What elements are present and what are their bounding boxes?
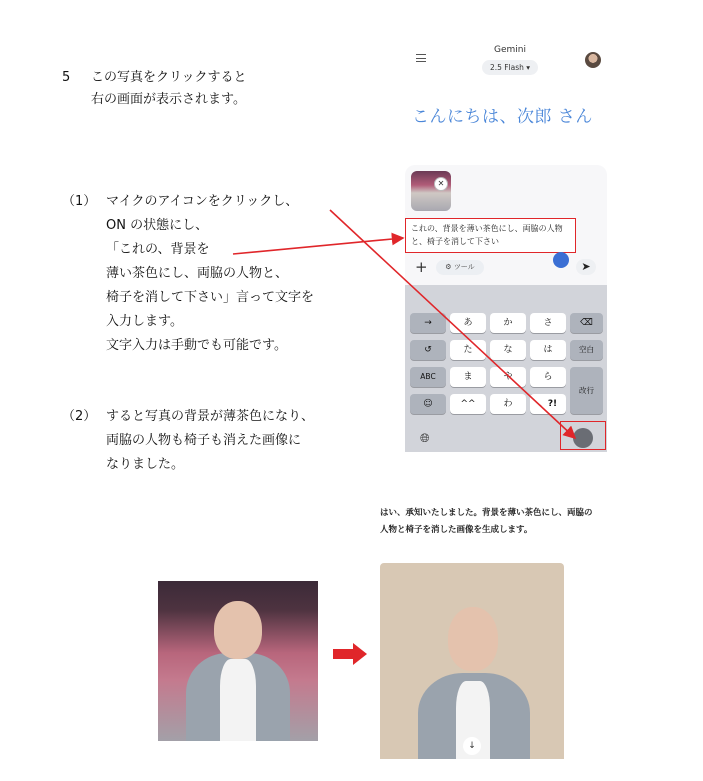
remove-attachment-icon[interactable]: ✕ <box>434 177 448 191</box>
step1-line: 椅子を消して下さい」言って文字を <box>106 290 315 305</box>
globe-icon[interactable]: 🌐︎ <box>420 431 430 445</box>
keyboard-key[interactable]: ⌫ <box>570 313 603 333</box>
keyboard-key[interactable]: ^^ <box>450 394 486 414</box>
keyboard-key[interactable]: → <box>410 313 446 333</box>
keyboard-key[interactable]: か <box>490 313 526 333</box>
step5-number: 5 <box>62 70 71 85</box>
send-button[interactable]: ➤ <box>576 259 596 275</box>
step1-line: 入力します。 <box>106 314 183 329</box>
tools-button[interactable]: ⚙ ツール <box>436 260 484 275</box>
keyboard-key[interactable]: さ <box>530 313 566 333</box>
keyboard-key[interactable]: ま <box>450 367 486 387</box>
gemini-response-text: はい、承知いたしました。背景を薄い茶色にし、両脇の人物と椅子を消した画像を生成します。 <box>380 508 593 535</box>
add-icon[interactable]: + <box>415 258 428 276</box>
keyboard-key[interactable]: ら <box>530 367 566 387</box>
step2-line: 両脇の人物も椅子も消えた画像に <box>106 433 302 448</box>
step1-line: 「これの、背景を <box>106 242 210 257</box>
keyboard-key[interactable]: 空白 <box>570 340 603 360</box>
keyboard-key[interactable]: な <box>490 340 526 360</box>
keyboard-key[interactable]: ↺ <box>410 340 446 360</box>
step1-label: （1） <box>62 194 97 209</box>
step1-line: ON の状態にし、 <box>106 218 209 233</box>
app-title: Gemini <box>494 45 526 55</box>
keyboard-key[interactable]: や <box>490 367 526 387</box>
step2-label: （2） <box>62 409 97 424</box>
step1-line: マイクのアイコンをクリックし、 <box>106 194 299 209</box>
keyboard-key[interactable]: ☺ <box>410 394 446 414</box>
step5-line1: この写真をクリックすると <box>91 70 247 85</box>
model-selector[interactable]: 2.5 Flash ▾ <box>482 60 538 75</box>
step2-line: なりました。 <box>106 457 185 472</box>
step5-line2: 右の画面が表示されます。 <box>91 92 246 107</box>
keyboard-key[interactable]: あ <box>450 313 486 333</box>
step1-line: 文字入力は手動でも可能です。 <box>106 338 287 353</box>
keyboard-key[interactable]: ABC <box>410 367 446 387</box>
keyboard-key[interactable]: わ <box>490 394 526 414</box>
keyboard-key[interactable]: は <box>530 340 566 360</box>
keyboard-key[interactable]: 、?! <box>530 394 566 414</box>
step2-line: すると写真の背景が薄茶色になり、 <box>106 409 315 424</box>
greeting: こんにちは、次郎 さん <box>412 107 593 127</box>
keyboard-key[interactable]: た <box>450 340 486 360</box>
scroll-down-icon[interactable]: ↓ <box>463 737 481 755</box>
step1-line: 薄い茶色にし、両脇の人物と、 <box>106 266 289 281</box>
prompt-input[interactable]: これの、背景を薄い茶色にし、両脇の人物と、椅子を消して下さい <box>405 218 576 253</box>
tools-label: ツール <box>453 263 475 271</box>
keyboard-key[interactable]: 改行 <box>570 367 603 414</box>
